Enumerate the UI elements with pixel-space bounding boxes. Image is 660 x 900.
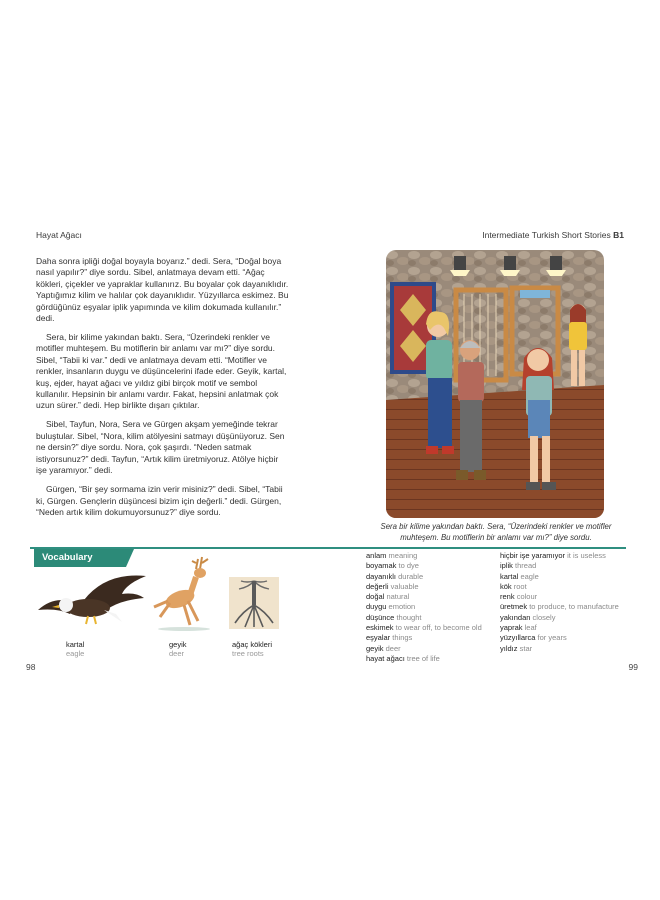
vocab-entry: hiçbir işe yaramıyor it is useless (500, 551, 606, 560)
vocab-entry: eşyalar things (366, 633, 413, 643)
vocab-entry: yakından closely (500, 612, 556, 622)
picture-label-en: deer (169, 649, 185, 658)
page-number-left: 98 (26, 662, 36, 672)
vocab-entry: hayat ağacı tree of life (366, 653, 440, 663)
story-illustration (386, 250, 604, 518)
left-running-header: Hayat Ağacı (36, 230, 82, 240)
vocabulary-list-left (366, 551, 482, 664)
book-title: Intermediate Turkish Short Stories (482, 230, 611, 240)
vocab-entry: dayanıklı durable (366, 571, 424, 581)
vocab-entry: yaprak leaf (500, 623, 537, 633)
right-running-header (482, 230, 624, 240)
picture-label-eagle (66, 640, 84, 658)
vocab-entry: boyamak to dye (366, 561, 419, 571)
vocab-entry: eskimek to wear off, to become old (366, 623, 482, 633)
vocab-entry: yüzyıllarca for years (500, 633, 567, 643)
tree-roots-image (229, 577, 279, 629)
page-number-right: 99 (628, 662, 638, 672)
vocab-entry: renk colour (500, 592, 538, 602)
vocab-entry: değerli valuable (366, 581, 419, 591)
picture-label-tree-roots (232, 640, 272, 658)
vocabulary-list-right (500, 551, 619, 654)
picture-label-tr: kartal (66, 640, 85, 649)
story-paragraph: Sibel, Tayfun, Nora, Sera ve Gürgen akşam yemeğinde tekrar buluştular. Sibel, “Nora, kilim atölyesini satmayı düşünüyoruz. Sen ne dersin?” diye sordu. Nora, çok şaşırdı. “Neden satmak istiyorsunuz?” dedi. Tayfun, “Artık kilim üretmiyoruz. Atölye hiçbir işe yaramıyor.” dedi. (36, 419, 285, 476)
deer-image (150, 555, 216, 633)
level-badge: B1 (613, 230, 624, 240)
vocab-entry: doğal natural (366, 592, 410, 602)
story-text (36, 256, 290, 526)
vocab-entry: duygu emotion (366, 602, 416, 612)
vocab-entry: iplik thread (500, 561, 537, 571)
picture-label-tr: geyik (169, 640, 187, 649)
vocab-entry: kök root (500, 581, 527, 591)
vocab-entry: anlam meaning (366, 551, 418, 560)
story-paragraph: Sera, bir kilime yakından baktı. Sera, “Üzerindeki renkler ve motifler muhteşem. Bu motiflerin bir anlamı var mı?” diye sordu. Sibel, “Tabii ki var.” dedi ve anlatmaya devam etti. “Motifler ve renkler, insanların duygu ve düşüncelerini ifade eder. Geyik, kartal, kuş, ejder, hayat ağacı ve yıldız gibi birçok motif ve sembol kullanılır. Hepsinin bir anlamı vardır. Fakat, hepsini anlatmak çok uzun sürer.” dedi. Hep birlikte dışarı çıktılar. (36, 332, 287, 411)
picture-label-en: tree roots (232, 649, 264, 658)
eagle-image (36, 570, 148, 632)
vocab-entry: üretmek to produce, to manufacture (500, 602, 619, 612)
vocab-entry: kartal eagle (500, 571, 539, 581)
picture-label-tr: ağaç kökleri (232, 640, 273, 649)
illustration-caption: Sera bir kilime yakından baktı. Sera, “Üzerindeki renkler ve motifler muhteşem. Bu motiflerin bir anlamı var mı?” diye sordu. (380, 522, 612, 542)
vocab-entry: geyik deer (366, 643, 401, 653)
picture-label-deer (169, 640, 187, 658)
story-paragraph: Daha sonra ipliği doğal boyayla boyarız.” dedi. Sera, “Doğal boya nasıl yapılır?” diye sordu. Sibel, anlatmaya devam etti. “Ağaç kökleri, çiçekler ve yapraklar kullanırız. Bu boyalar çok dayanıklıdır. Yaptığımız kilim ve halılar çok dayanıklıdır. Yüzyıllarca eskimez. Bu gördüğünüz eşyalar iplik yapımında ve kilim dokumada kullanılır.” dedi. (36, 256, 289, 324)
story-paragraph: Gürgen, “Bir şey sormama izin verir misiniz?” dedi. Sibel, “Tabii ki, Gürgen. Gençlerin düşüncesi bizim için değerli.” dedi. Gürgen, “Neden artık kilim dokumuyorsunuz?” diye sordu. (36, 484, 283, 517)
vocabulary-title: Vocabulary (34, 549, 126, 567)
vocab-entry: düşünce thought (366, 612, 422, 622)
vocab-entry: yıldız star (500, 643, 533, 653)
picture-label-en: eagle (66, 649, 85, 658)
